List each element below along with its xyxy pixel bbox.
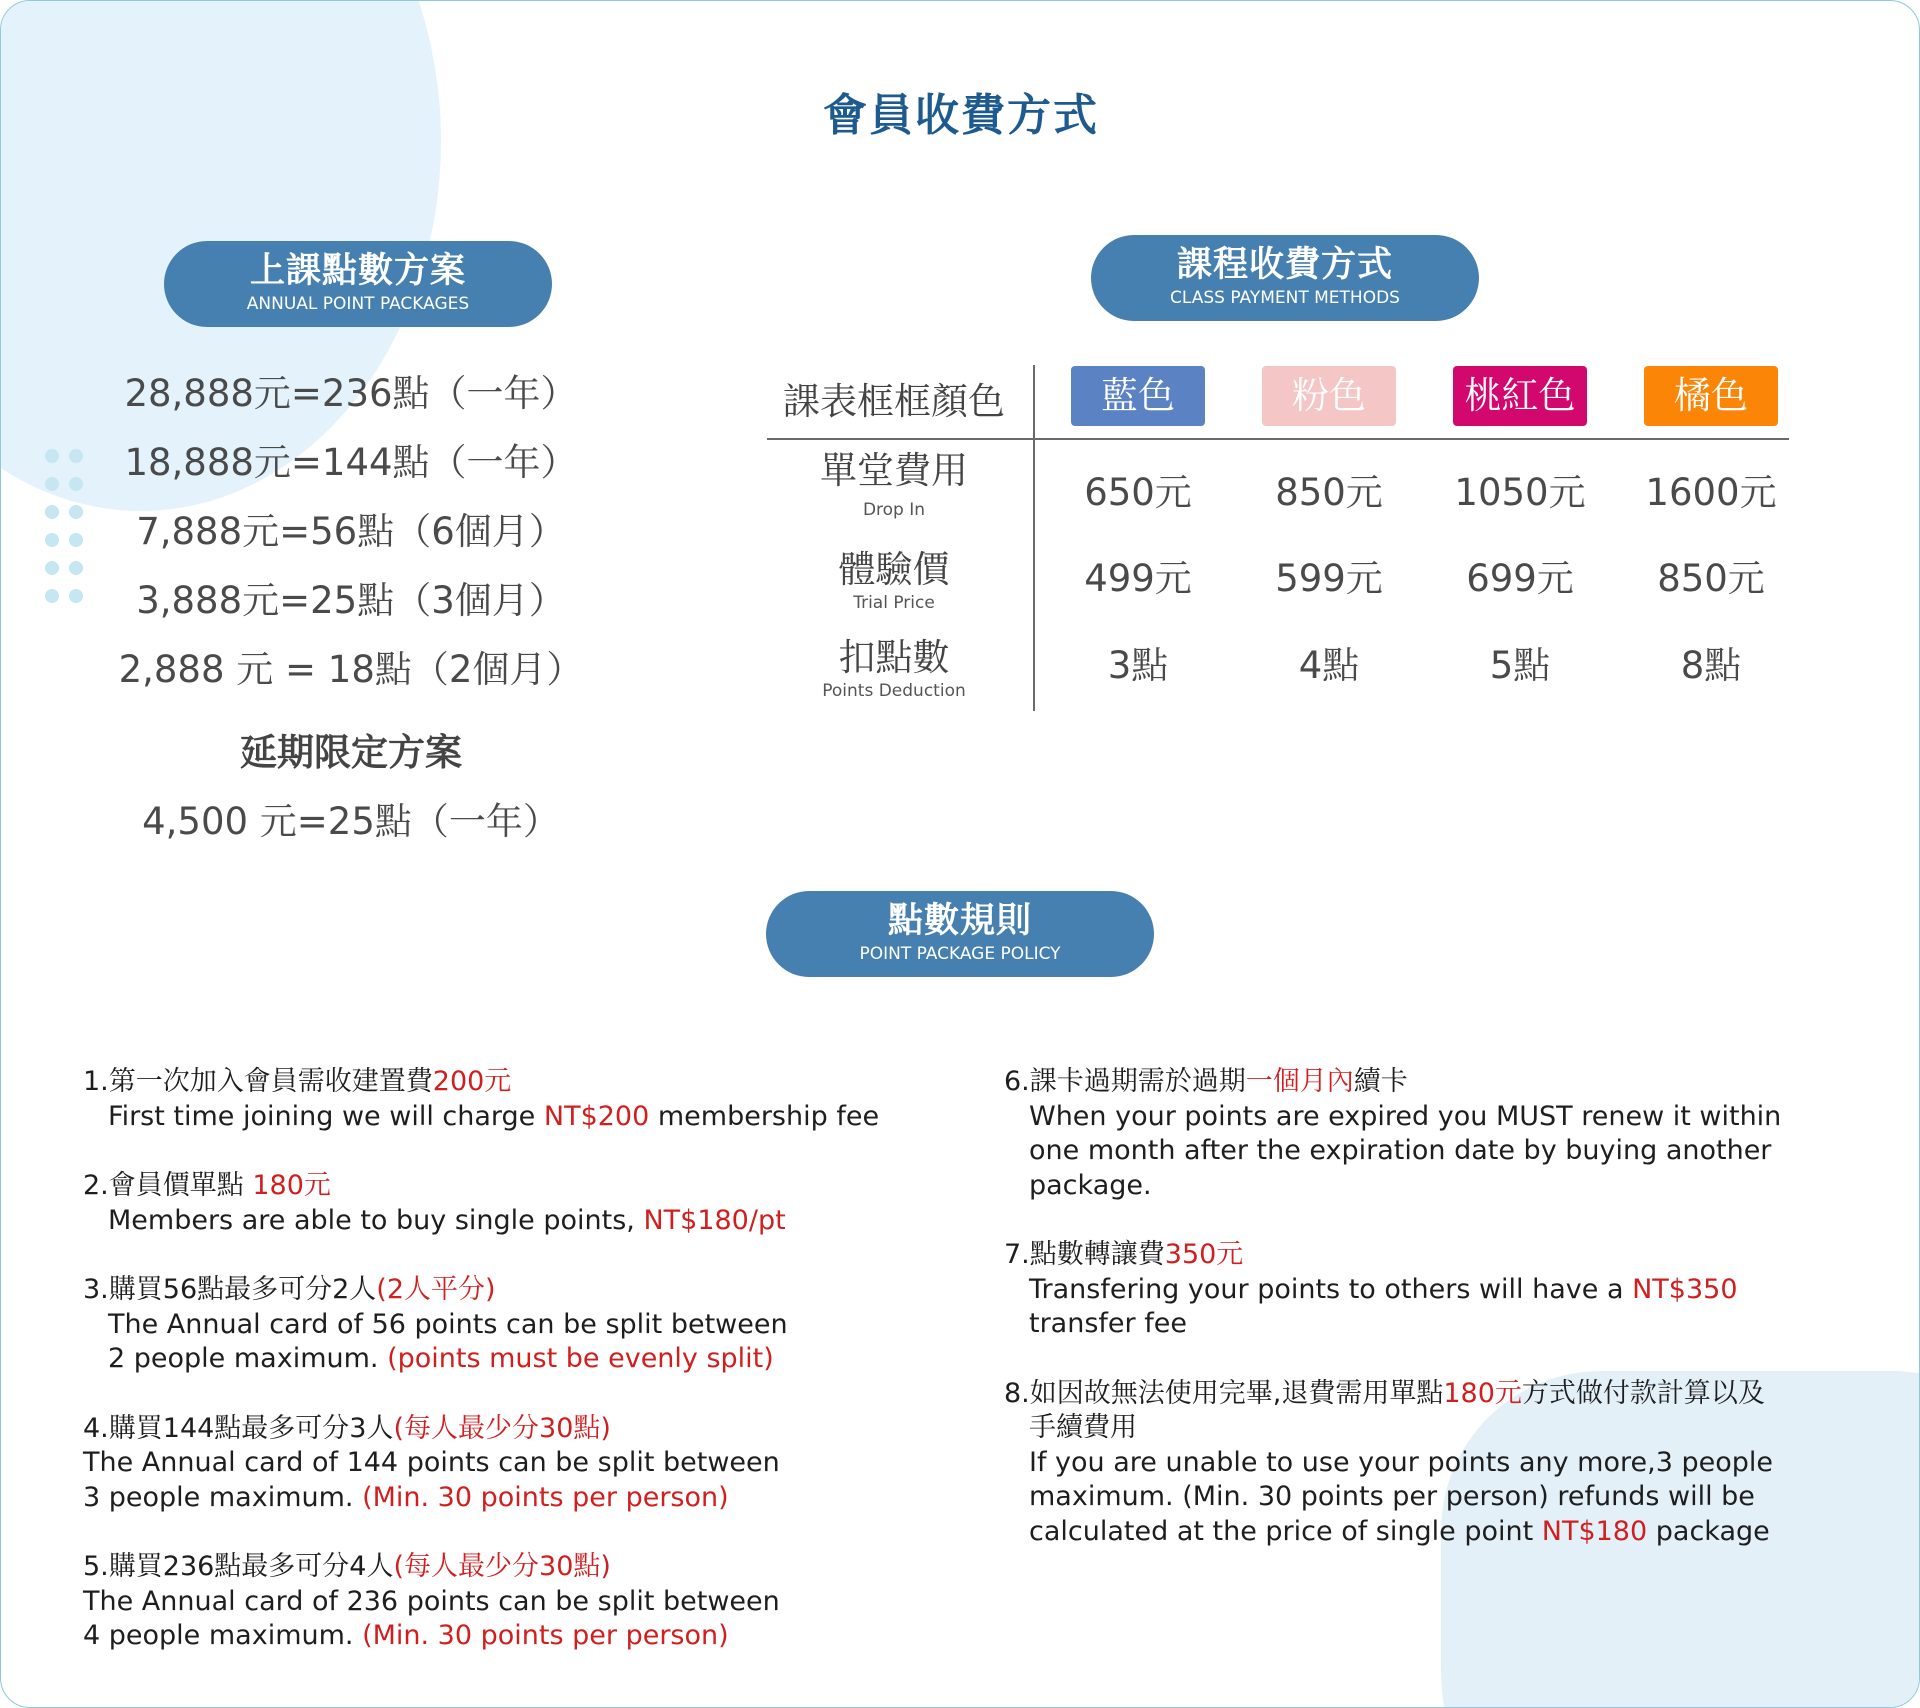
- table-cell: 5點: [1489, 644, 1551, 687]
- rule-text: The Annual card of 144 points can be split between: [83, 1447, 780, 1478]
- rule-highlight: (每人最少分30點): [393, 1412, 611, 1444]
- policy-rule-3: [83, 1273, 943, 1377]
- rule-text: 手續費用: [1029, 1412, 1137, 1443]
- rule-highlight: 350元: [1164, 1239, 1244, 1270]
- package-item: 2,888 元 = 18點（2個月）: [118, 648, 584, 691]
- rule-highlight: NT$200: [543, 1100, 650, 1132]
- color-chip-magenta: 桃紅色: [1453, 366, 1587, 426]
- rule-text: 續卡: [1353, 1066, 1408, 1097]
- heading-zh: 上課點數方案: [249, 251, 466, 291]
- rule-text: 4 people maximum.: [83, 1620, 363, 1651]
- rule-text: membership fee: [649, 1100, 880, 1132]
- rule-highlight: NT$350: [1632, 1273, 1738, 1305]
- rule-text: When your points are expired you MUST renew it within: [1029, 1100, 1782, 1132]
- class-payment-methods-heading: [1091, 235, 1479, 321]
- rule-highlight: (2人平分): [376, 1274, 496, 1305]
- rule-text: Transfering your points to others will have a: [1029, 1273, 1633, 1305]
- policy-rule-7: [1004, 1238, 1884, 1342]
- rule-text: 3 people maximum.: [83, 1481, 363, 1513]
- heading-en: POINT PACKAGE POLICY: [859, 944, 1061, 964]
- decor-dot: [69, 477, 83, 491]
- policy-rule-5: [83, 1550, 943, 1654]
- table-cell: 599元: [1275, 557, 1383, 600]
- table-cell: 1050元: [1454, 471, 1586, 514]
- rule-highlight: NT$180: [1541, 1515, 1648, 1547]
- row-label-points-deduction: [767, 636, 1021, 702]
- decor-dot: [69, 505, 83, 519]
- rule-text: one month after the expiration date by buying another: [1029, 1135, 1772, 1166]
- rule-text: 1.第一次加入會員需收建置費: [83, 1066, 433, 1097]
- color-chip-blue: 藍色: [1071, 366, 1205, 426]
- rule-text: 2.會員價單點: [83, 1170, 253, 1201]
- heading-zh: 點數規則: [887, 901, 1032, 941]
- table-cell: 650元: [1084, 471, 1192, 514]
- package-item: 18,888元=144點（一年）: [124, 441, 578, 484]
- policy-rule-1: [83, 1065, 943, 1134]
- rule-highlight: 180元: [1443, 1377, 1522, 1409]
- rule-highlight: 200元: [432, 1066, 512, 1097]
- table-cell: 4點: [1298, 644, 1360, 687]
- annual-point-packages-heading: [164, 241, 552, 327]
- rule-text: package: [1647, 1515, 1770, 1547]
- decor-dot: [45, 533, 59, 547]
- heading-zh: 課程收費方式: [1176, 245, 1393, 285]
- policy-column-right: [1004, 1065, 1884, 1584]
- rule-highlight: (Min. 30 points per person): [362, 1620, 729, 1651]
- special-package-item: 4,500 元=25點（一年）: [142, 800, 560, 843]
- rule-highlight: 一個月內: [1245, 1066, 1354, 1097]
- table-cell: 1600元: [1645, 471, 1777, 514]
- package-item: 28,888元=236點（一年）: [124, 372, 578, 415]
- decor-dot: [45, 449, 59, 463]
- rule-text: The Annual card of 236 points can be split between: [83, 1585, 780, 1617]
- rule-text: 4.購買144點最多可分3人: [83, 1412, 394, 1444]
- table-cell: 850元: [1275, 471, 1383, 514]
- table-cell: 8點: [1680, 644, 1742, 687]
- row-label-zh: 扣點數: [838, 636, 950, 679]
- color-chip-pink: 粉色: [1262, 366, 1396, 426]
- row-label-en: Points Deduction: [822, 681, 966, 701]
- table-cell: 850元: [1657, 557, 1765, 600]
- rule-text: 7.點數轉讓費: [1004, 1239, 1165, 1270]
- rule-highlight: NT$180/pt: [643, 1204, 786, 1236]
- rule-text: package.: [1029, 1169, 1152, 1201]
- rule-highlight: (每人最少分30點): [393, 1551, 611, 1582]
- rule-text: 3.購買56點最多可分2人: [83, 1274, 377, 1305]
- heading-en: ANNUAL POINT PACKAGES: [246, 294, 470, 314]
- policy-rule-8: [1004, 1377, 1884, 1550]
- rule-text: 8.如因故無法使用完畢,退費需用單點: [1004, 1377, 1444, 1409]
- rule-text: transfer fee: [1029, 1308, 1187, 1339]
- row-label-drop-in: [767, 449, 1021, 521]
- rule-text: calculated at the price of single point: [1029, 1515, 1542, 1547]
- rule-text: Members are able to buy single points,: [108, 1204, 644, 1236]
- rule-text: First time joining we will charge: [108, 1100, 544, 1132]
- policy-rule-6: [1004, 1065, 1884, 1203]
- page-title: 會員收費方式: [823, 90, 1099, 141]
- row-label-en: Drop In: [862, 500, 926, 520]
- rule-text: maximum. (Min. 30 points per person) refunds will be: [1029, 1481, 1755, 1512]
- row-label-zh: 單堂費用: [820, 449, 968, 492]
- table-cell: 3點: [1107, 644, 1169, 687]
- policy-column-left: [83, 1065, 943, 1689]
- policy-rule-2: [83, 1169, 943, 1238]
- rule-text: If you are unable to use your points any more,3 people: [1029, 1446, 1773, 1478]
- heading-en: CLASS PAYMENT METHODS: [1170, 288, 1400, 308]
- decor-dot: [45, 589, 59, 603]
- package-item: 7,888元=56點（6個月）: [136, 510, 566, 553]
- table-cell: 499元: [1084, 557, 1192, 600]
- decor-dots: [45, 449, 95, 609]
- package-item: 3,888元=25點（3個月）: [136, 579, 566, 622]
- decor-dot: [69, 589, 83, 603]
- decor-dot: [45, 505, 59, 519]
- special-plan-title: 延期限定方案: [240, 731, 462, 774]
- rule-text: 方式做付款計算以及: [1521, 1377, 1765, 1409]
- rule-text: The Annual card of 56 points can be split between: [108, 1308, 788, 1340]
- rule-text: 6.課卡過期需於過期: [1004, 1066, 1246, 1097]
- decor-dot: [45, 477, 59, 491]
- decor-dot: [69, 561, 83, 575]
- decor-dot: [45, 561, 59, 575]
- rule-text: 2 people maximum.: [108, 1343, 388, 1374]
- rule-highlight: (Min. 30 points per person): [362, 1481, 729, 1513]
- table-horizontal-divider: [767, 438, 1789, 440]
- color-chip-orange: 橘色: [1644, 366, 1778, 426]
- table-vertical-divider: [1033, 365, 1035, 711]
- table-header-label: 課表框框顏色: [783, 380, 1005, 423]
- rule-highlight: (points must be evenly split): [387, 1343, 774, 1374]
- row-label-zh: 體驗價: [838, 548, 950, 591]
- rule-text: 5.購買236點最多可分4人: [83, 1551, 394, 1582]
- decor-dot: [69, 533, 83, 547]
- rule-highlight: 180元: [252, 1170, 331, 1201]
- row-label-en: Trial Price: [853, 593, 935, 613]
- point-package-policy-heading: [766, 891, 1154, 977]
- policy-rule-4: [83, 1412, 943, 1516]
- decor-dot: [69, 449, 83, 463]
- table-cell: 699元: [1466, 557, 1574, 600]
- row-label-trial-price: [767, 548, 1021, 614]
